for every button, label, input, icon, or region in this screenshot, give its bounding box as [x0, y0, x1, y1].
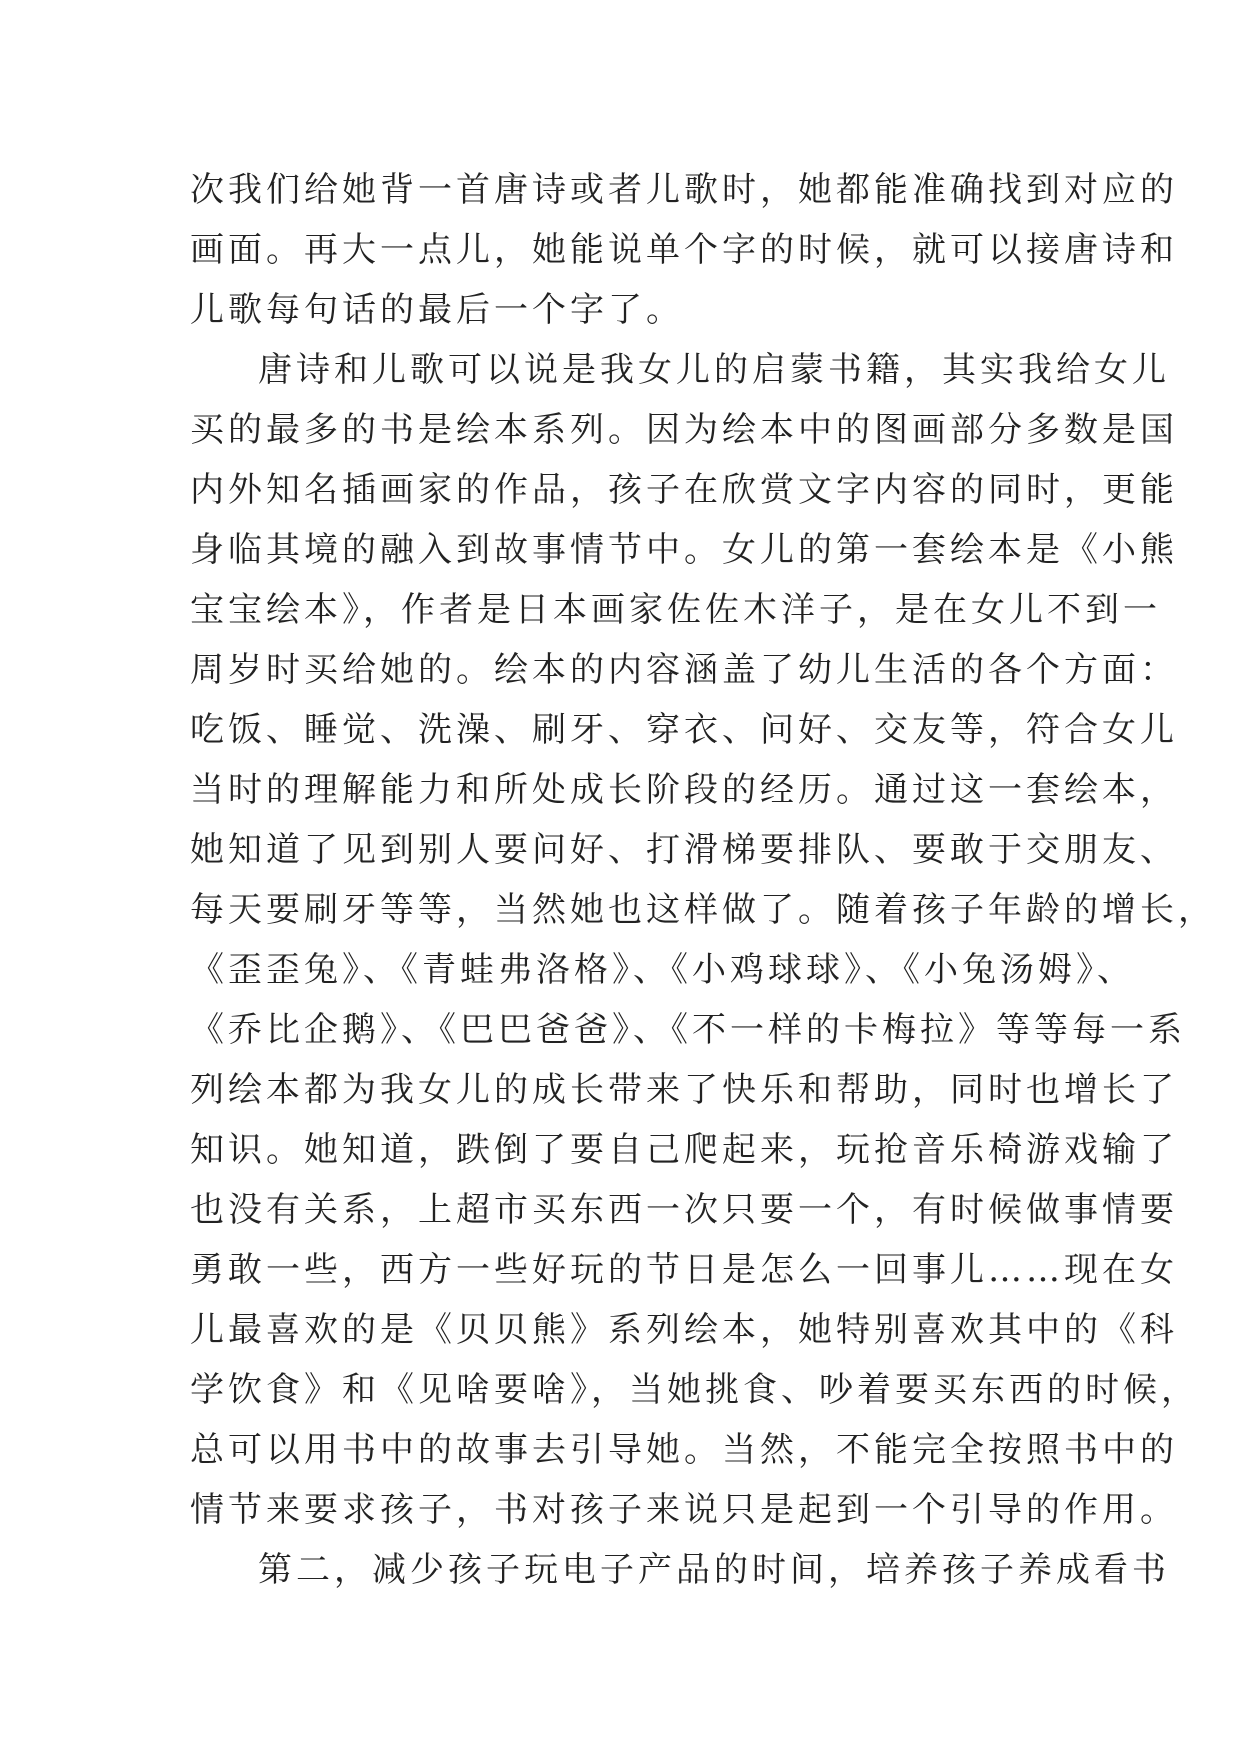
paragraph-start-line: 第二，减少孩子玩电子产品的时间，培养孩子养成看书 — [258, 1550, 1170, 1590]
text-line: 知识。她知道，跌倒了要自己爬起来，玩抢音乐椅游戏输了 — [190, 1130, 1178, 1170]
text-line: 勇敢一些，西方一些好玩的节日是怎么一回事儿……现在女 — [190, 1250, 1178, 1290]
text-line: 当时的理解能力和所处成长阶段的经历。通过这一套绘本， — [190, 770, 1178, 810]
text-line: 每天要刷牙等等，当然她也这样做了。随着孩子年龄的增长， — [190, 890, 1216, 930]
paragraph-start-line: 唐诗和儿歌可以说是我女儿的启蒙书籍，其实我给女儿 — [258, 350, 1170, 390]
text-line: 《乔比企鹅》、《巴巴爸爸》、《不一样的卡梅拉》等等每一系 — [190, 1010, 1186, 1050]
text-line: 儿歌每句话的最后一个字了。 — [190, 290, 684, 330]
text-line: 《歪歪兔》、《青蛙弗洛格》、《小鸡球球》、《小兔汤姆》、 — [190, 950, 1135, 990]
text-line: 也没有关系，上超市买东西一次只要一个，有时候做事情要 — [190, 1190, 1178, 1230]
text-line: 买的最多的书是绘本系列。因为绘本中的图画部分多数是国 — [190, 410, 1178, 450]
text-line: 儿最喜欢的是《贝贝熊》系列绘本，她特别喜欢其中的《科 — [190, 1310, 1178, 1350]
text-line: 总可以用书中的故事去引导她。当然，不能完全按照书中的 — [190, 1430, 1178, 1470]
text-line: 画面。再大一点儿，她能说单个字的时候，就可以接唐诗和 — [190, 230, 1178, 270]
text-line: 情节来要求孩子，书对孩子来说只是起到一个引导的作用。 — [190, 1490, 1178, 1530]
text-line: 列绘本都为我女儿的成长带来了快乐和帮助，同时也增长了 — [190, 1070, 1178, 1110]
text-line: 周岁时买给她的。绘本的内容涵盖了幼儿生活的各个方面： — [190, 650, 1178, 690]
text-line: 身临其境的融入到故事情节中。女儿的第一套绘本是《小熊 — [190, 530, 1178, 570]
text-line: 次我们给她背一首唐诗或者儿歌时，她都能准确找到对应的 — [190, 170, 1178, 210]
text-line: 内外知名插画家的作品，孩子在欣赏文字内容的同时，更能 — [190, 470, 1178, 510]
text-line: 学饮食》和《见啥要啥》，当她挑食、吵着要买东西的时候， — [190, 1370, 1199, 1410]
text-line: 宝宝绘本》，作者是日本画家佐佐木洋子，是在女儿不到一 — [190, 590, 1161, 630]
text-line: 吃饭、睡觉、洗澡、刷牙、穿衣、问好、交友等，符合女儿 — [190, 710, 1178, 750]
text-line: 她知道了见到别人要问好、打滑梯要排队、要敢于交朋友、 — [190, 830, 1178, 870]
body-text — [190, 160, 1216, 1600]
